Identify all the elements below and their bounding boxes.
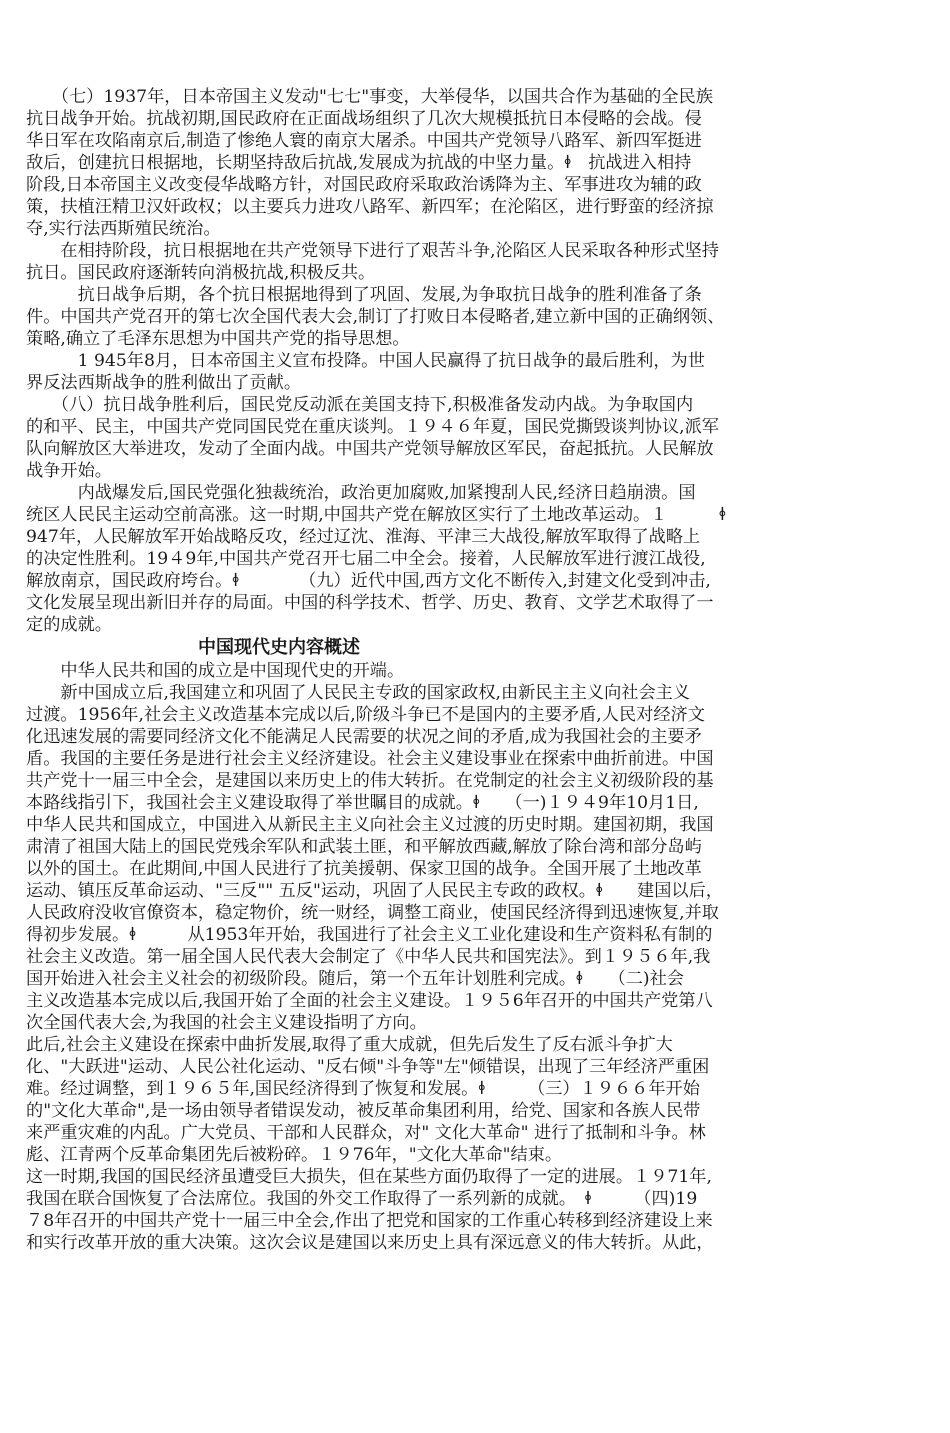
text-line: 队向解放区大举进攻，发动了全面内战。中国共产党领导解放区军民，奋起抵抗。人民解放 bbox=[26, 439, 714, 459]
text-line: 国开始进入社会主义社会的初级阶段。随后，第一个五年计划胜利完成。ꬹ （二)社会 bbox=[26, 969, 684, 989]
text-line: 次全国代表大会,为我国的社会主义建设指明了方向。 bbox=[26, 1013, 427, 1033]
text-line: 在相持阶段，抗日根据地在共产党领导下进行了艰苦斗争,沦陷区人民采取各种形式坚持 bbox=[26, 241, 719, 261]
text-line: 的"文化大革命",是一场由领导者错误发动，被反革命集团利用，给党、国家和各族人民带 bbox=[26, 1101, 701, 1121]
text-line: 此后,社会主义建设在探索中曲折发展,取得了重大成就，但先后发生了反右派斗争扩大 bbox=[26, 1035, 673, 1055]
text-line: 的决定性胜利。19４9年,中国共产党召开七届二中全会。接着，人民解放军进行渡江战役, bbox=[26, 549, 706, 569]
text-line: 盾。我国的主要任务是进行社会主义经济建设。社会主义建设事业在探索中曲折前进。中国 bbox=[26, 749, 714, 769]
text-line: 策，扶植汪精卫汉奸政权；以主要兵力进攻八路军、新四军；在沦陷区，进行野蛮的经济掠 bbox=[26, 197, 714, 217]
text-line: 统区人民民主运动空前高涨。这一时期,中国共产党在解放区实行了土地改革运动。１ ꬹ bbox=[26, 505, 726, 525]
text-line: 难。经过调整，到１９６５年,国民经济得到了恢复和发展。ꬹ （三）１９６６年开始 bbox=[26, 1079, 700, 1099]
text-line: 夺,实行法西斯殖民统治。 bbox=[26, 219, 221, 239]
text-line: 这一时期,我国的国民经济虽遭受巨大损失，但在某些方面仍取得了一定的进展。１９71年, bbox=[26, 1167, 712, 1187]
text-line: 中华人民共和国成立，中国进入从新民主主义向社会主义过渡的历史时期。建国初期，我国 bbox=[26, 815, 714, 835]
text-line: 华日军在攻陷南京后,制造了惨绝人寰的南京大屠杀。中国共产党领导八路军、新四军挺进 bbox=[26, 131, 702, 151]
text-line: 敌后，创建抗日根据地，长期坚持敌后抗战,发展成为抗战的中坚力量。ꬹ 抗战进入相持 bbox=[26, 153, 692, 173]
text-line: 新中国成立后,我国建立和巩固了人民民主专政的国家政权,由新民主主义向社会主义 bbox=[26, 683, 691, 703]
text-line: 和实行改革开放的重大决策。这次会议是建国以来历史上具有深远意义的伟大转折。从此， bbox=[26, 1233, 714, 1253]
text-line: 战争开始。 bbox=[26, 461, 112, 481]
contemporary-history-section bbox=[26, 660, 916, 1254]
text-line: 阶段,日本帝国主义改变侵华战略方针，对国民政府采取政治诱降为主、军事进攻为辅的政 bbox=[26, 175, 702, 195]
text-line: 件。中国共产党召开的第七次全国代表大会,制订了打败日本侵略者,建立新中国的正确纲领、 bbox=[26, 307, 725, 327]
text-line: 主义改造基本完成以后,我国开始了全面的社会主义建设。１９５6年召开的中国共产党第八 bbox=[26, 991, 713, 1011]
text-line: 人民政府没收官僚资本，稳定物价，统一财经，调整工商业，使国民经济得到迅速恢复,并取 bbox=[26, 903, 719, 923]
text-line: 来严重灾难的内乱。广大党员、干部和人民群众，对" 文化大革命" 进行了抵制和斗争。林 bbox=[26, 1123, 706, 1143]
text-line: 策略,确立了毛泽东思想为中国共产党的指导思想。 bbox=[26, 329, 410, 349]
text-line: 定的成就。 bbox=[26, 615, 112, 635]
text-line: 以外的国土。在此期间,中国人民进行了抗美援朝、保家卫国的战争。全国开展了土地改革 bbox=[26, 859, 702, 879]
text-line: 化、"大跃进"运动、人民公社化运动、"反右倾"斗争等"左"倾错误，出现了三年经济严重困 bbox=[26, 1057, 710, 1077]
text-line: 解放南京，国民政府垮台。ꬹ （九）近代中国,西方文化不断传入,封建文化受到冲击, bbox=[26, 571, 711, 591]
text-line: 过渡。1956年,社会主义改造基本完成以后,阶级斗争已不是国内的主要矛盾,人民对经济文 bbox=[26, 705, 705, 725]
text-line: 文化发展呈现出新旧并存的局面。中国的科学技术、哲学、历史、教育、文学艺术取得了一 bbox=[26, 593, 714, 613]
text-line: 运动、镇压反革命运动、"三反"" 五反"运动，巩固了人民民主专政的政权。ꬹ 建国以后， bbox=[26, 881, 723, 901]
section-title: 中国现代史内容概述 bbox=[198, 637, 360, 658]
text-line: 抗日。国民政府逐渐转向消极抗战,积极反共。 bbox=[26, 263, 376, 283]
document-page bbox=[26, 86, 916, 1254]
text-line: 1 945年8月，日本帝国主义宣布投降。中国人民赢得了抗日战争的最后胜利，为世 bbox=[26, 351, 705, 371]
modern-history-section bbox=[26, 86, 916, 636]
text-line: 抗日战争开始。抗战初期,国民政府在正面战场组织了几次大规模抵抗日本侵略的会战。侵 bbox=[26, 109, 702, 129]
text-line: 中华人民共和国的成立是中国现代史的开端。 bbox=[26, 661, 405, 681]
text-line: 肃清了祖国大陆上的国民党残余军队和武装土匪，和平解放西藏,解放了除台湾和部分岛屿 bbox=[26, 837, 702, 857]
text-line: 我国在联合国恢复了合法席位。我国的外交工作取得了一系列新的成就。 ꬹ （四)19 bbox=[26, 1189, 698, 1209]
text-line: 本路线指引下，我国社会主义建设取得了举世瞩目的成就。ꬹ （一)１９４9年10月1日, bbox=[26, 793, 699, 813]
text-line: 化迅速发展的需要同经济文化不能满足人民需要的状况之间的矛盾,成为我国社会的主要矛 bbox=[26, 727, 702, 747]
text-line: （七）1937年，日本帝国主义发动"七七"事变，大举侵华，以国共合作为基础的全民族 bbox=[26, 87, 713, 107]
text-line: 947年，人民解放军开始战略反攻，经过辽沈、淮海、平津三大战役,解放军取得了战略上 bbox=[26, 527, 701, 547]
text-line: （八）抗日战争胜利后，国民党反动派在美国支持下,积极准备发动内战。为争取国内 bbox=[26, 395, 694, 415]
text-line: 抗日战争后期，各个抗日根据地得到了巩固、发展,为争取抗日战争的胜利准备了条 bbox=[26, 285, 702, 305]
text-line: 界反法西斯战争的胜利做出了贡献。 bbox=[26, 373, 302, 393]
text-line: 共产党十一届三中全会，是建国以来历史上的伟大转折。在党制定的社会主义初级阶段的基 bbox=[26, 771, 714, 791]
text-line: 彪、江青两个反革命集团先后被粉碎。１９76年，"文化大革命"结束。 bbox=[26, 1145, 563, 1165]
text-line: 内战爆发后,国民党强化独裁统治，政治更加腐败,加紧搜刮人民,经济日趋崩溃。国 bbox=[26, 483, 696, 503]
text-line: 的和平、民主，中国共产党同国民党在重庆谈判。１９４６年夏，国民党撕毁谈判协议,派军 bbox=[26, 417, 719, 437]
text-line: 社会主义改造。第一届全国人民代表大会制定了《中华人民共和国宪法》。到１９５６年,我 bbox=[26, 947, 711, 967]
text-line: ７8年召开的中国共产党十一届三中全会,作出了把党和国家的工作重心转移到经济建设上来 bbox=[26, 1211, 713, 1231]
text-line: 得初步发展。ꬹ 从1953年开始，我国进行了社会主义工业化建设和生产资料私有制的 bbox=[26, 925, 713, 945]
